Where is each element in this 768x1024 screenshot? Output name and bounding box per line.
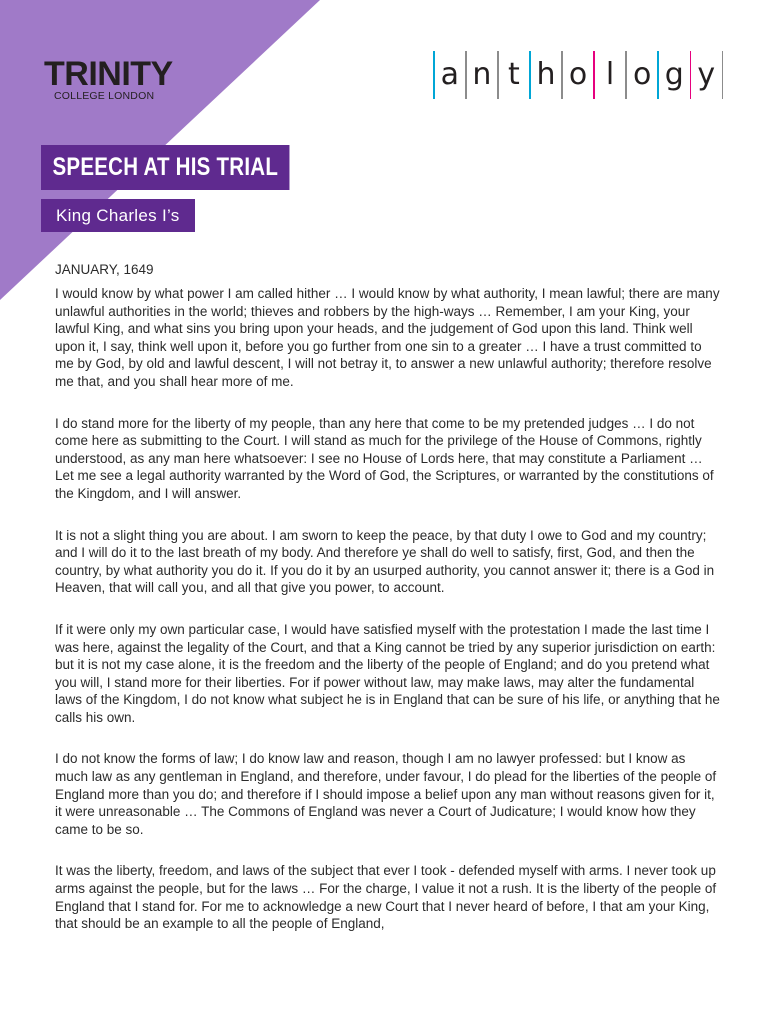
logo-letter: y (697, 57, 716, 92)
logo-bar (593, 51, 595, 99)
logo-letter: a (440, 57, 459, 92)
logo-letter: l (605, 57, 615, 92)
logo-bar (625, 51, 627, 99)
logo-bar (465, 51, 467, 99)
logo-letter: o (568, 57, 588, 92)
trinity-logo: TRINITY (44, 55, 173, 93)
trinity-logo-subtitle: COLLEGE LONDON (54, 90, 155, 102)
anthology-logo (432, 50, 724, 100)
paragraph: I do stand more for the liberty of my people, than any here that come to be my pretended judges … I do not come here as submitting to the Court. I will stand as much for the privilege of the House of Commons, rightly understood, as any man here whatsoever: I see no House of Lords here, that may constitute a Parliament … Let me see a legal authority warranted by the Word of God, the Scriptures, or warranted by the constitutions of the Kingdom, and I will answer. (55, 415, 714, 501)
logo-bar (722, 51, 724, 99)
logo-bar (690, 51, 692, 99)
paragraph: I would know by what power I am called hither … I would know by what authority, I mean lawful; there are many unlawful authorities in the world; thieves and robbers by the high-ways … Remember, I am your King, your lawful King, and what sins you bring upon your heads, and the judgement of God upon this land. Think well upon it, I say, think well upon it, before you go further from one sin to a greater … I have a trust committed to me by God, by old and lawful descent, I will not betray it, to answer a new unlawful authority; therefore resolve me that, and you shall hear more of me. (55, 286, 720, 389)
logo-bar (529, 51, 531, 99)
logo-letter: h (536, 57, 556, 92)
logo-bar (561, 51, 563, 99)
paragraph: I do not know the forms of law; I do know law and reason, though I am no lawyer professed: but I know as much law as any gentleman in England, and therefore, under favour, I do plead for the liberties of the people of England more than you do; and therefore if I should impose a belief upon any man without reasons given for it, it were unreasonable … The Commons of England was never a Court of Judicature; I would know how they came to be so. (55, 751, 717, 837)
logo-bar (657, 51, 659, 99)
logo-letter: o (632, 57, 652, 92)
logo-letter: t (508, 57, 520, 92)
paragraph: If it were only my own particular case, I would have satisfied myself with the protestation I made the last time I was here, against the legality of the Court, and that a King cannot be tried by any superior jurisdiction on earth: but it is not my case alone, it is the freedom and the liberty of the people of England; and do you pretend what you will, I stand more for their liberties. For if power without law, may make laws, may alter the fundamental laws of the Kingdom, I do not know what subject he is in England that can be sure of his life, or anything that he calls his own. (55, 621, 720, 725)
speech-date: JANUARY, 1649 (55, 262, 154, 277)
logo-bar (497, 51, 499, 99)
speech-body (55, 285, 720, 957)
page-title: SPEECH AT HIS TRIAL (41, 145, 290, 190)
logo-bar (433, 51, 435, 99)
author-label: King Charles I’s (41, 199, 195, 232)
logo-letter: n (472, 57, 492, 92)
paragraph: It was the liberty, freedom, and laws of the subject that ever I took - defended myself with arms. I never took up arms against the people, but for the laws … For the charge, I value it not a rush. It is the liberty of the people of England that I stand for. For me to acknowledge a new Court that I never heard of before, I that am your King, that should be an example to all the people of England, (55, 863, 717, 932)
logo-letter: g (664, 57, 684, 92)
paragraph: It is not a slight thing you are about. I am sworn to keep the peace, by that duty I owe to God and my country; and I will do it to the last breath of my body. And therefore ye shall do well to satisfy, first, God, and then the country, by what authority you do it. If you do it by an usurped authority, you cannot answer it; there is a God in Heaven, that will call you, and all that give you power, to account. (55, 527, 715, 596)
